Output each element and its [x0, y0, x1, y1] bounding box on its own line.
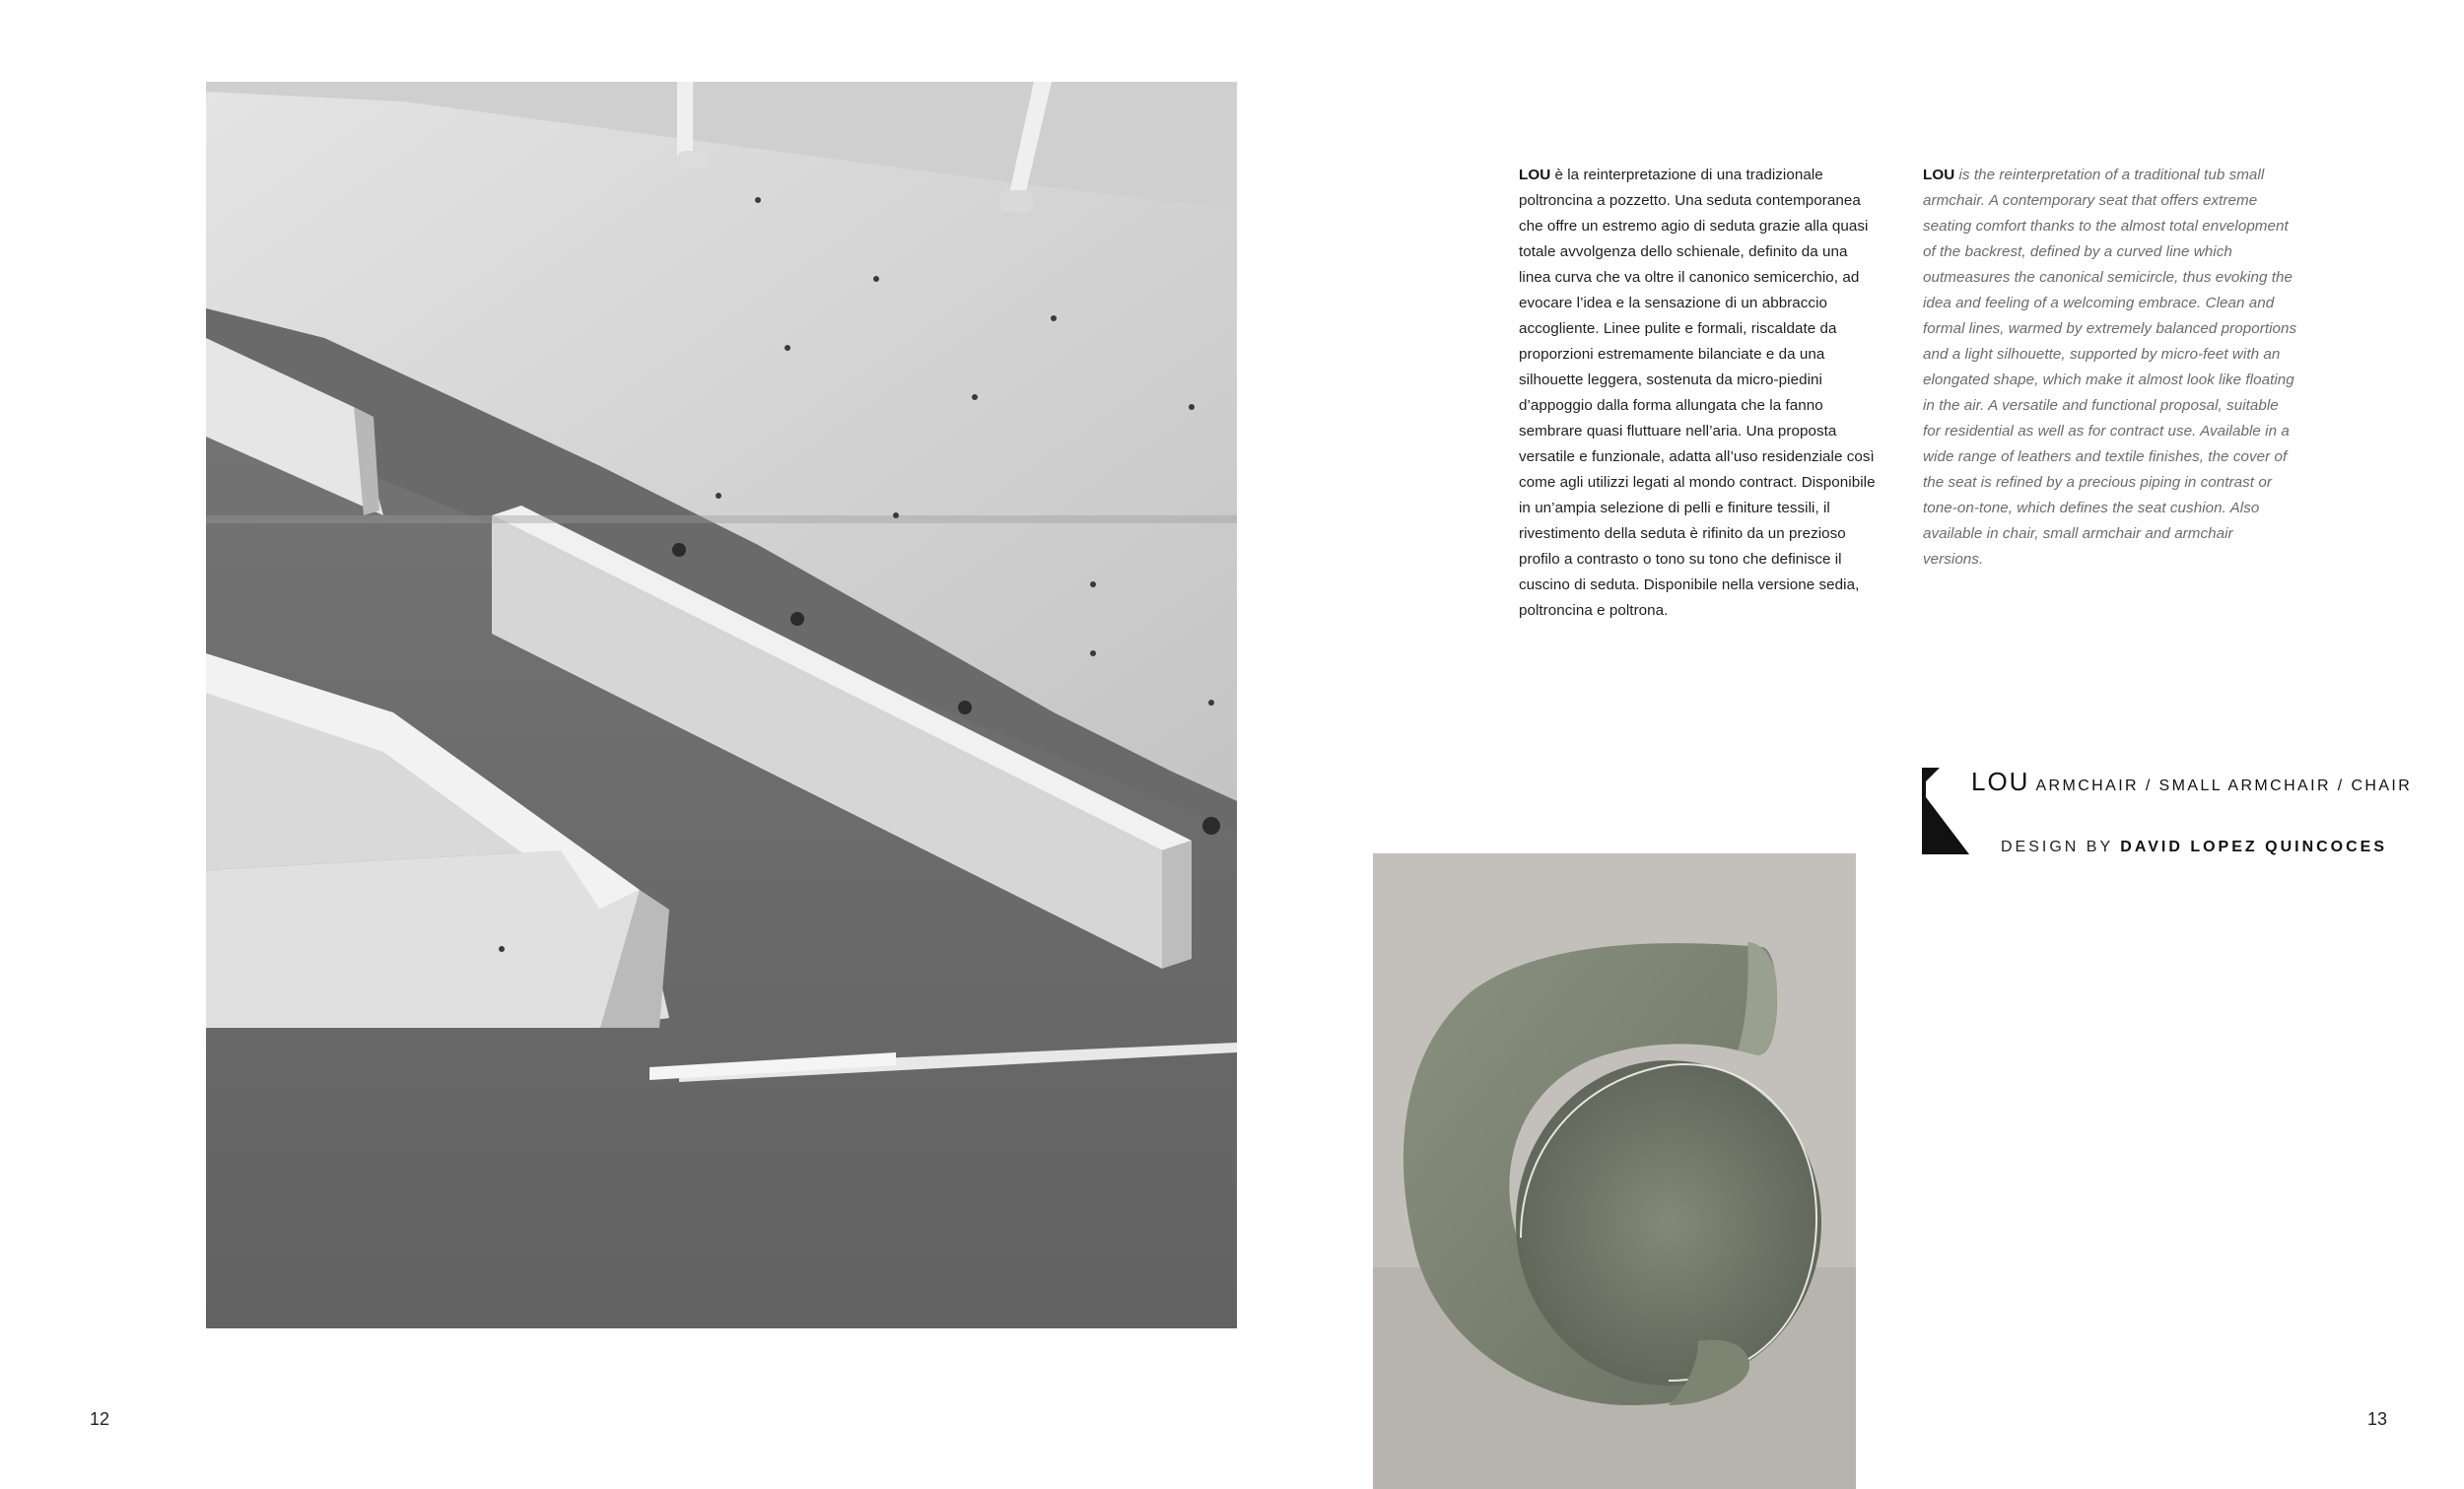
- designer-name: DAVID LOPEZ QUINCOCES: [2120, 839, 2388, 855]
- italian-paragraph: [1519, 163, 1879, 624]
- design-prefix: DESIGN BY: [2001, 839, 2113, 855]
- brand-mark-icon: [1922, 768, 1969, 854]
- chair-photo: [1373, 853, 1856, 1489]
- italian-lead: LOU: [1519, 167, 1551, 183]
- architecture-photo: [206, 82, 1237, 1328]
- page-number-left: 12: [90, 1409, 110, 1429]
- description-english: [1923, 163, 2297, 573]
- page-number-right: 13: [2367, 1409, 2388, 1429]
- product-name: LOU: [1971, 767, 2030, 796]
- italian-body: è la reinterpretazione di una tradizionale poltroncina a pozzetto. Una seduta contemporanea che offre un estremo agio di seduta grazie alla quasi totale avvolgenza dello schienale, definito da una linea curva che va oltre il canonico semicerchio, ad evocare l’idea e la sensazione di un abbraccio accogliente. Linee pulite e formali, riscaldate da proporzioni estremamente bilanciate e da una silhouette leggera, sostenuta da micro-piedini d’appoggio dalla forma allungata che la fanno sembrare quasi fluttuare nell’aria. Una proposta versatile e funzionale, adatta all’uso residenziale così come agli utilizzi legati al mondo contract. Disponibile in un’ampia selezione di pelli e finiture tessili, il rivestimento della seduta è rifinito da un prezioso profilo a contrasto o tono su tono che definisce il cuscino di seduta. Disponibile nella versione sedia, poltroncina e poltrona.: [1519, 167, 1876, 619]
- product-versions: ARMCHAIR / SMALL ARMCHAIR / CHAIR: [2035, 778, 2413, 794]
- architecture-photo-art: [206, 82, 1237, 1328]
- description-italian: [1519, 163, 1879, 624]
- english-paragraph: [1923, 163, 2297, 573]
- english-lead: LOU: [1923, 167, 1955, 183]
- english-body: is the reinterpretation of a traditional tub small armchair. A contemporary seat that offers extreme seating comfort thanks to the almost total envelopment of the backrest, defined by a curved line which outmeasures the canonical semicircle, thus evoking the idea and feeling of a welcoming embrace. Clean and formal lines, warmed by extremely balanced proportions and a light silhouette, supported by micro-feet with an elongated shape, which make it almost look like floating in the air. A versatile and functional proposal, suitable for residential as well as for contract use. Available in a wide range of leathers and textile finishes, the cover of the seat is refined by a precious piping in contrast or tone-on-tone, which defines the seat cushion. Also available in chair, small armchair and armchair versions.: [1923, 167, 2297, 568]
- designer-credit: [2001, 839, 2387, 856]
- product-title: [1971, 767, 2412, 797]
- chair-photo-art: [1373, 853, 1856, 1489]
